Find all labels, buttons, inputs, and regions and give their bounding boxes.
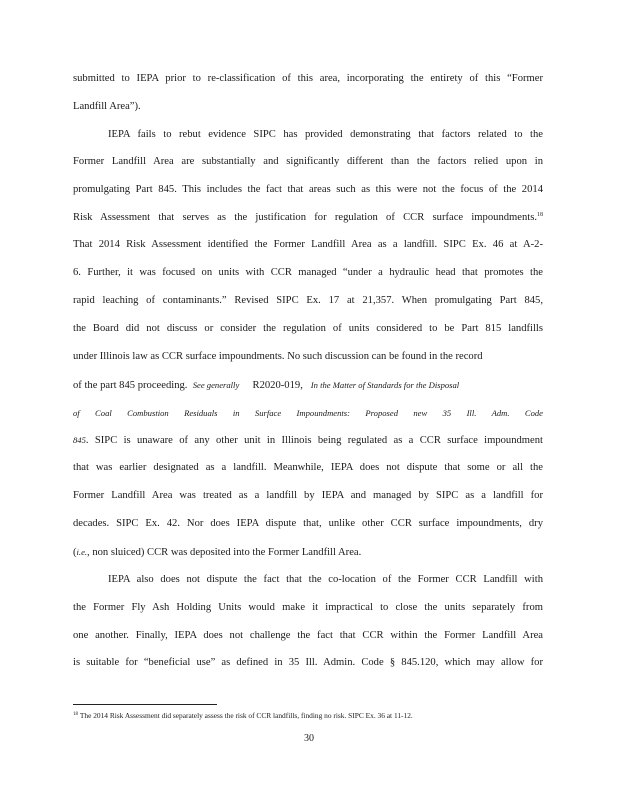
body-line-3: IEPA fails to rebut evidence SIPC has provided demonstrating that factors related to the [108,129,543,140]
body-line-15: that was earlier designated as a landfill. Meanwhile, IEPA does not dispute that some or all the [73,462,543,473]
body-line-5: promulgating Part 845. This includes the fact that areas such as this were not the focus of the 2014 [73,184,543,195]
body-line-20: the Former Fly Ash Holding Units would make it impractical to close the units separately from [73,602,543,613]
body-line-9: rapid leaching of contaminants.” Revised SIPC Ex. 17 at 21,357. When promulgating Part 845, [73,295,543,306]
body-line-6 [73,211,543,225]
body-line-21: one another. Finally, IEPA does not challenge the fact that CCR within the Former Landfill Area [73,630,543,641]
footnote-text: The 2014 Risk Assessment did separately assess the risk of CCR landfills, finding no risk. SIPC Ex. 36 at 11-12. [79,711,413,720]
body-line-10: the Board did not discuss or consider the regulation of units considered to be Part 815 landfills [73,323,543,334]
footnote [73,711,543,721]
body-line-6-text: Risk Assessment that serves as the justification for regulation of CCR surface impoundments. [73,212,537,223]
body-line-14-text: . SIPC is unaware of any other unit in Illinois being regulated as a CCR surface impoundment [85,435,543,446]
body-line-1: submitted to IEPA prior to re-classification of this area, incorporating the entirety of this “Former [73,73,543,84]
body-line-4: Former Landfill Area are substantially and significantly different than the factors relied upon in [73,156,543,167]
id-est: i.e. [76,547,88,557]
body-line-17: decades. SIPC Ex. 42. Nor does IEPA dispute that, unlike other CCR surface impoundments, dry [73,518,543,529]
body-line-14 [73,433,543,448]
paren-open: ( [73,547,77,558]
body-line-16: Former Landfill Area was treated as a landfill by IEPA and managed by SIPC as a landfill for [73,490,543,501]
case-title-part-2: of Coal Combustion Residuals in Surface Impoundments: Proposed new 35 Ill. Adm. Code [73,408,543,418]
footnote-number: 18 [73,712,78,717]
body-line-8: 6. Further, it was focused on units with CCR managed “under a hydraulic head that promotes the [73,267,543,278]
docket-number: R2020-019, [252,380,303,391]
footnote-ref: 18 [537,212,543,218]
body-line-7: That 2014 Risk Assessment identified the Former Landfill Area as a landfill. SIPC Ex. 46 at A-2- [73,239,543,250]
case-title-part-1: In the Matter of Standards for the Disposal [310,380,460,390]
body-line-18-text: , non sluiced) CCR was deposited into the Former Landfill Area. [87,547,362,558]
body-line-2: Landfill Area”). [73,101,141,112]
body-line-12 [73,378,543,393]
see-generally-signal: See generally [192,380,240,390]
page-number: 30 [304,733,314,744]
body-line-19: IEPA also does not dispute the fact that the co-location of the Former CCR Landfill with [108,574,543,585]
body-line-12-text: of the part 845 proceeding. [73,380,188,391]
body-line-11: under Illinois law as CCR surface impoundments. No such discussion can be found in the record [73,351,483,362]
footnote-separator [73,704,217,705]
body-line-18 [73,545,543,560]
body-line-22: is suitable for “beneficial use” as defined in 35 Ill. Admin. Code § 845.120, which may allow for [73,657,543,668]
case-title-part-3: 845 [73,435,86,445]
